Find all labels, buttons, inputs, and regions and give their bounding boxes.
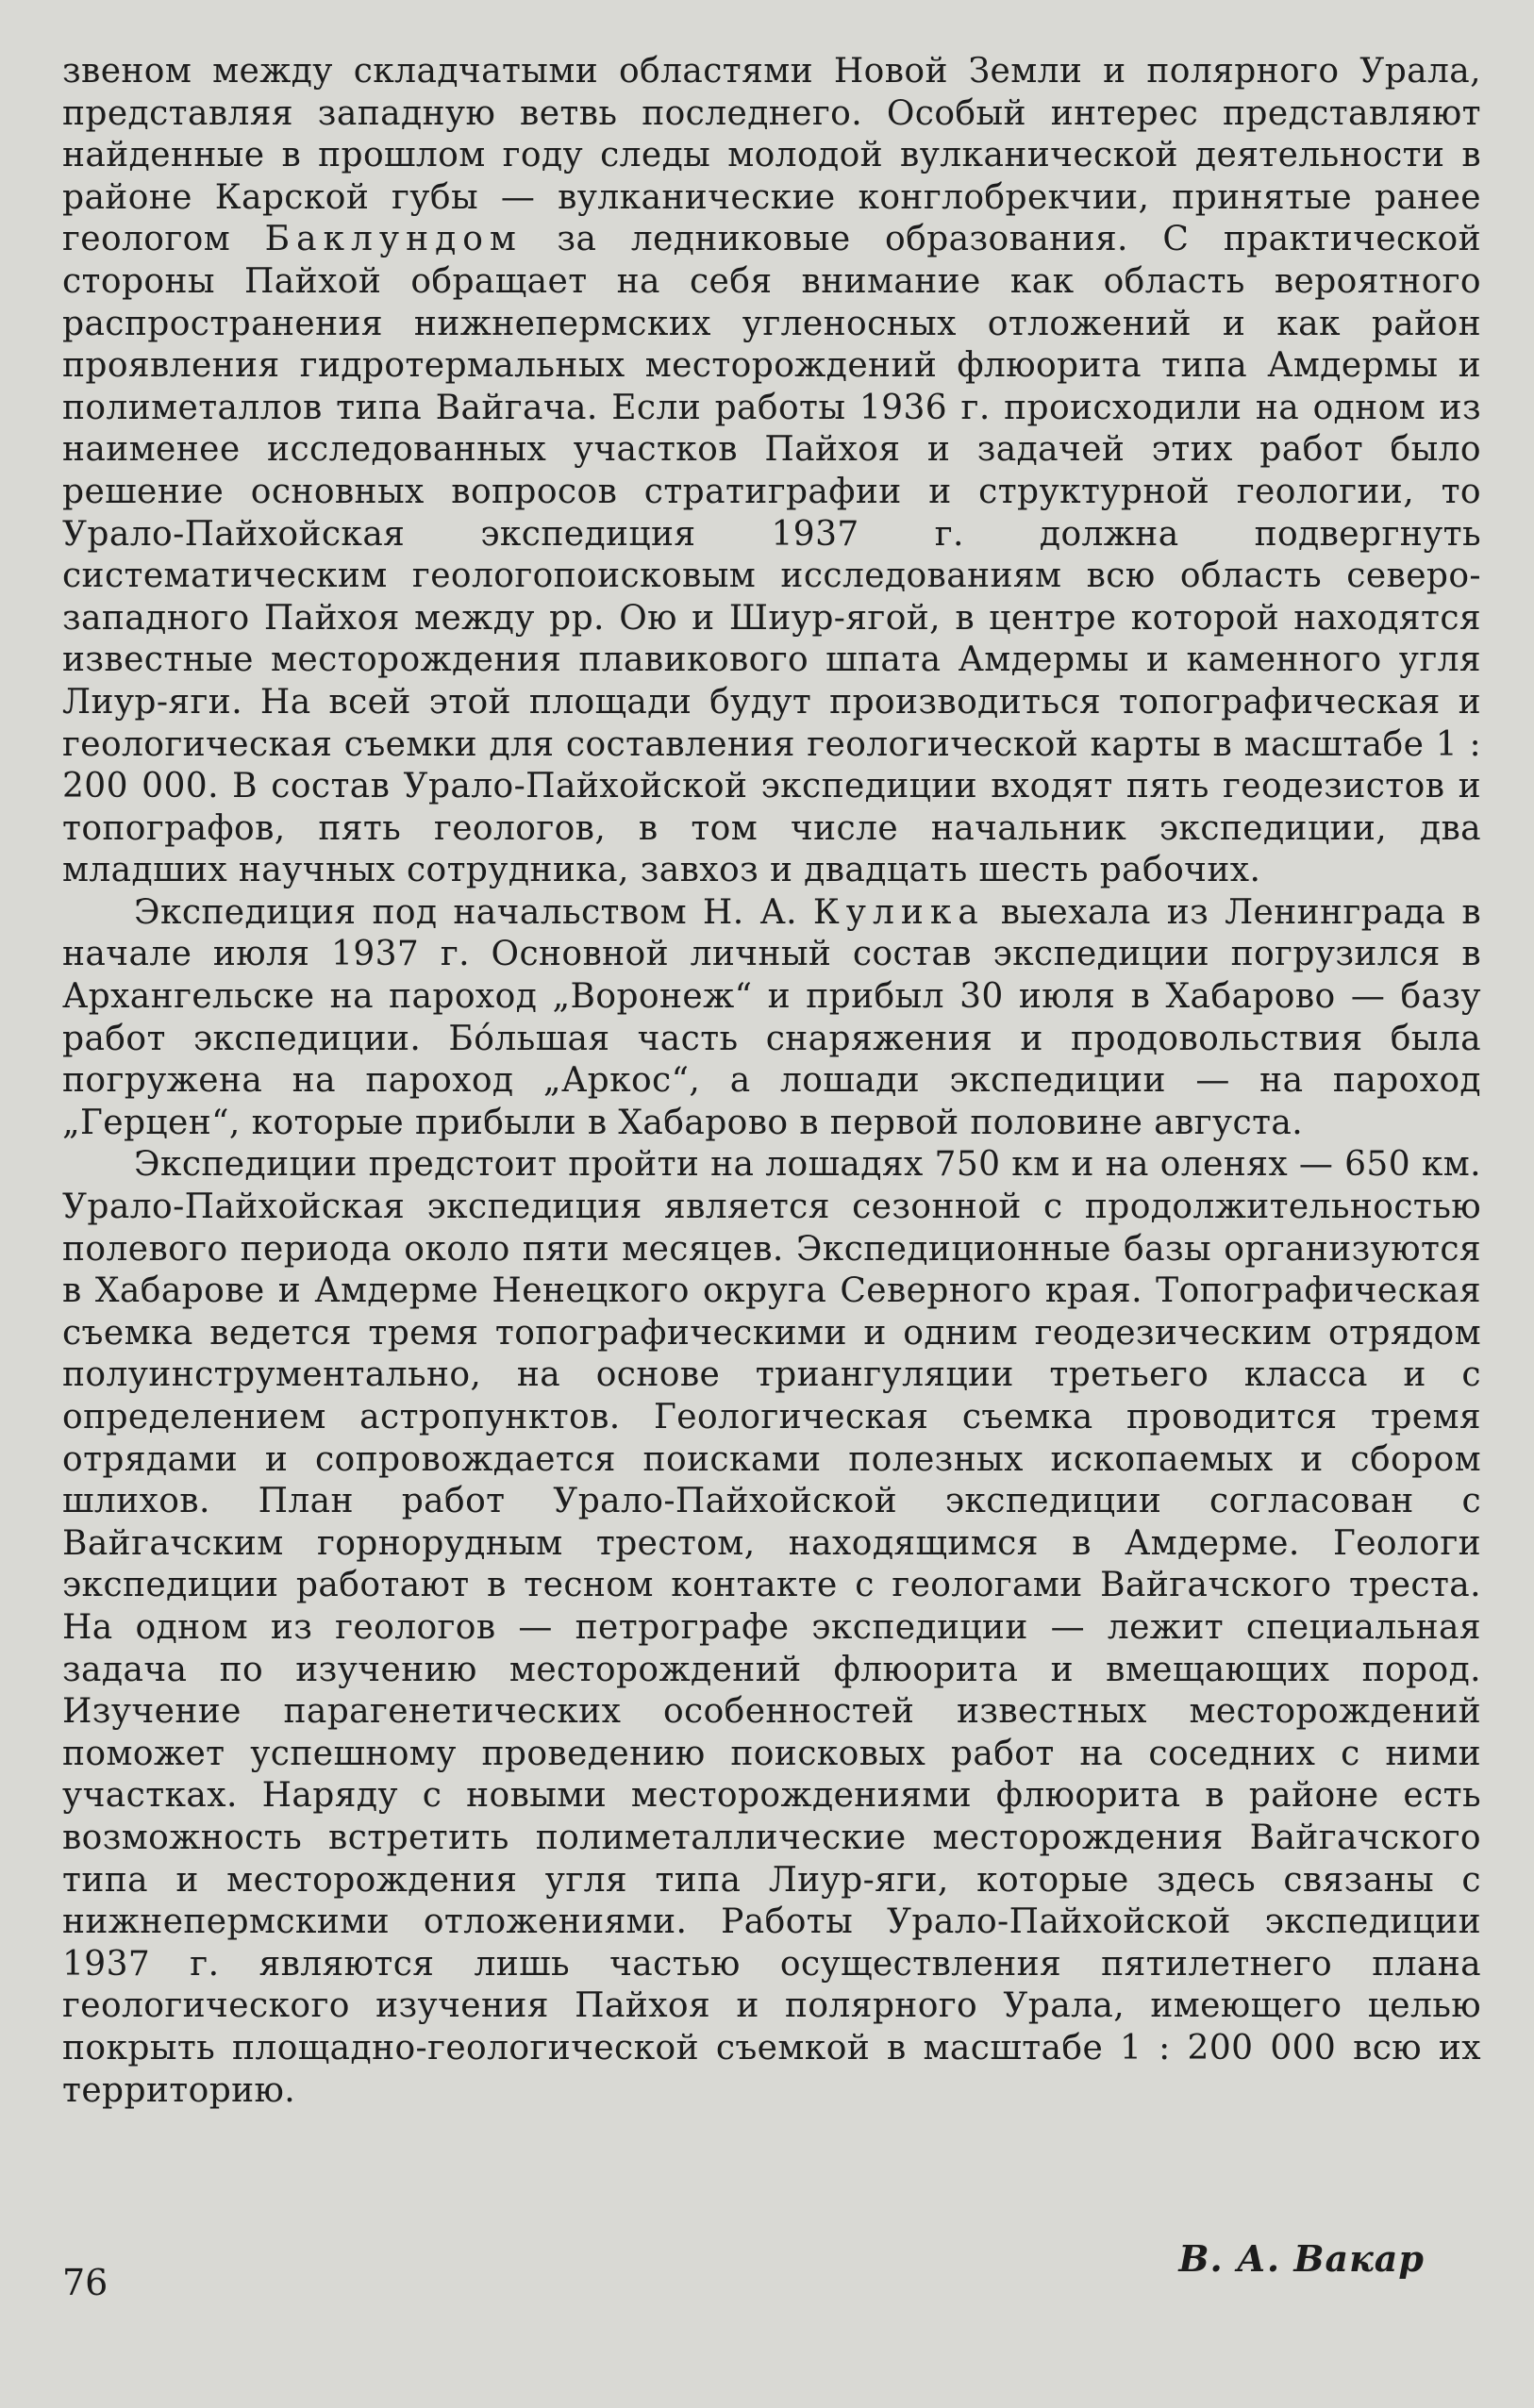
paragraph-1: [62, 51, 1481, 892]
paragraph-2-text-a: Экспедиция под начальством Н. А.: [134, 892, 813, 932]
spaced-name-baklund: Баклундом: [264, 220, 523, 259]
spaced-name-kulik: Кулика: [812, 892, 985, 932]
paragraph-1-text-b: за ледниковые образования. С практической стороны Пайхой обращает на себя внимание как область вероятного распространения нижнепермских угленосных отложений и как район проявления гидротермальных месторождений флюорита типа Амдермы и полиметаллов типа Вайгача. Если работы 1936 г. происходили на одном из наименее исследованных участков Пайхоя и задачей этих работ было решение основных вопросов стратиграфии и структурной геологии, то Урало-Пайхойская экспедиция 1937 г. должна подвергнуть систематическим геологопоисковым исследованиям всю область северо-западного Пайхоя между рр. Ою и Шиур-ягой, в центре которой находятся известные месторождения плавикового шпата Амдермы и каменного угля Лиур-яги. На всей этой площади будут производиться топографическая и геологическая съемки для составления геологической карты в масштабе 1 : 200 000. В состав Урало-Пайхойской экспедиции входят пять геодезистов и топографов, пять геологов, в том числе начальник экспедиции, два младших научных сотрудника, завхоз и двадцать шесть рабочих.: [62, 220, 1481, 890]
author-signature: В. А. Вакар: [1178, 2237, 1425, 2280]
article-body: [62, 51, 1481, 2112]
paragraph-3: Экспедиции предстоит пройти на лошадях 750 км и на оленях — 650 км. Урало-Пайхойская экспедиция является сезонной с продолжительностью полевого периода около пяти месяцев. Экспедиционные базы организуются в Хабарове и Амдерме Ненецкого округа Северного края. Топографическая съемка ведется тремя топографическими и одним геодезическим отрядом полуинструментально, на основе триангуляции третьего класса и с определением астропунктов. Геологическая съемка проводится тремя отрядами и сопровождается поисками полезных ископаемых и сбором шлихов. План работ Урало-Пайхойской экспедиции согласован с Вайгачским горнорудным трестом, находящимся в Амдерме. Геологи экспедиции работают в тесном контакте с геологами Вайгачского треста. На одном из геологов — петрографе экспедиции — лежит специальная задача по изучению месторождений флюорита и вмещающих пород. Изучение парагенетических особенностей известных месторождений поможет успешному проведению поисковых работ на соседних с ними участках. Наряду с новыми месторождениями флюорита в районе есть возможность встретить полиметаллические месторождения Вайгачского типа и месторождения угля типа Лиур-яги, которые здесь связаны с нижнепермскими отложениями. Работы Урало-Пайхойской экспедиции 1937 г. являются лишь частью осуществления пятилетнего плана геологического изучения Пайхоя и полярного Урала, имеющего целью покрыть площадно-геологической съемкой в масштабе 1 : 200 000 всю их территорию.: [62, 1145, 1482, 2110]
paragraph-2-text-b: выехала из Ленинграда в начале июля 1937 г. Основной личный состав экспедиции погрузился в Архангельске на пароход „Воронеж“ и прибыл 30 июля в Хабарово — базу работ экспедиции. Бо́льшая часть снаряжения и продовольствия была погружена на пароход „Аркос“, а лошади экспедиции — на пароход „Герцен“, которые прибыли в Хабарово в первой половине августа.: [62, 892, 1481, 1142]
paragraph-1-text-a: звеном между складчатыми областями Новой Земли и полярного Урала, представляя западную ветвь последнего. Особый интерес представляют найденные в прошлом году следы молодой вулканической деятельности в районе Карской губы — вулканические конглобрекчии, принятые ранее геологом: [62, 52, 1481, 259]
paragraph-2: [62, 892, 1481, 1145]
page-number: 76: [62, 2262, 108, 2303]
